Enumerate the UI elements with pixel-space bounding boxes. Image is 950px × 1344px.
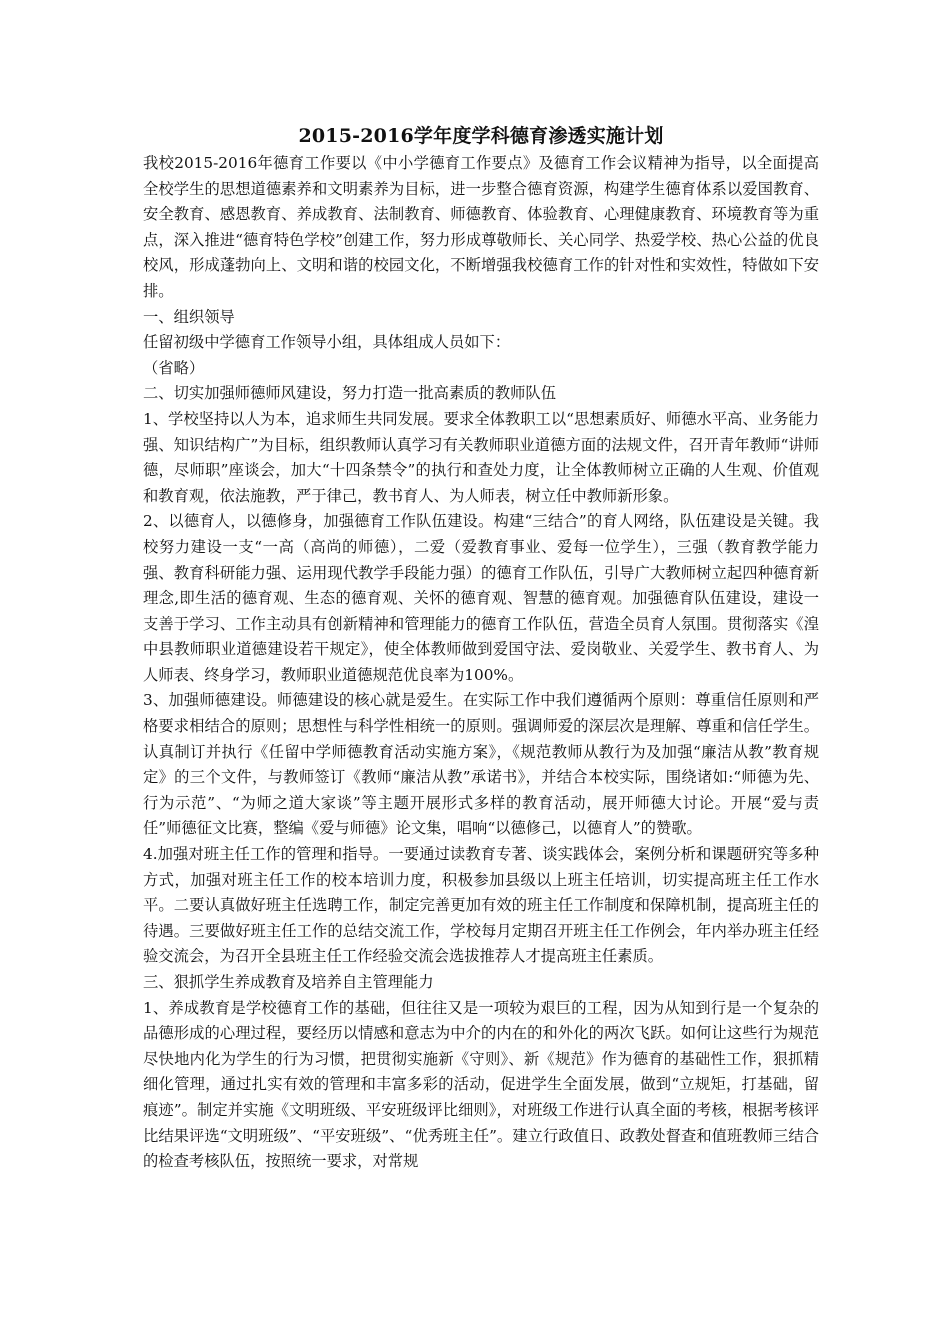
section-1-line-2: （省略） [143, 358, 205, 377]
section-2-paragraph-4: 4.加强对班主任工作的管理和指导。一要通过读教育专著、谈实践体会，案例分析和课题研究等多种方式，加强对班主任工作的校本培训力度，积极参加县级以上班主任培训，切实提高班主任工作水平。二要认真做好班主任选聘工作，制定完善更加有效的班主任工作制度和保障机制，提高班主任的待遇。三要做好班主任工作的总结交流工作，学校每月定期召开班主任工作例会，年内举办班主任经验交流会，为召开全县班主任工作经验交流会选拔推荐人才提高班主任素质。 [143, 845, 819, 966]
section-3-paragraph-1: 1、养成教育是学校德育工作的基础，但往往又是一项较为艰巨的工程，因为从知到行是一个复杂的品德形成的心理过程，要经历以情感和意志为中介的内在的和外化的两次飞跃。如何让这些行为规范尽快地内化为学生的行为习惯，把贯彻实施新《守则》、新《规范》作为德育的基础性工作，狠抓精细化管理，通过扎实有效的管理和丰富多彩的活动，促进学生全面发展，做到“立规矩，打基础，留痕迹”。制定并实施《文明班级、平安班级评比细则》，对班级工作进行认真全面的考核，根据考核评比结果评选“文明班级”、“平安班级”、“优秀班主任”。建立行政值日、政教处督查和值班教师三结合的检查考核队伍，按照统一要求，对常规 [143, 998, 819, 1171]
section-1-heading: 一、组织领导 [143, 307, 235, 326]
intro-paragraph: 我校2015-2016年德育工作要以《中小学德育工作要点》及德育工作会议精神为指导，以全面提高全校学生的思想道德素养和文明素养为目标，进一步整合德育资源，构建学生德育体系以爱国教育、安全教育、感恩教育、养成教育、法制教育、师德教育、体验教育、心理健康教育、环境教育等为重点，深入推进“德育特色学校”创建工作，努力形成尊敬师长、关心同学、热爱学校、热心公益的优良校风，形成蓬勃向上、文明和谐的校园文化，不断增强我校德育工作的针对性和实效性，特做如下安排。 [143, 154, 819, 300]
document-body [143, 122, 819, 1175]
section-2-paragraph-3: 3、加强师德建设。师德建设的核心就是爱生。在实际工作中我们遵循两个原则：尊重信任原则和严格要求相结合的原则；思想性与科学性相统一的原则。强调师爱的深层次是理解、尊重和信任学生。认真制订并执行《任留中学师德教育活动实施方案》，《规范教师从教行为及加强“廉洁从教”教育规定》的三个文件，与教师签订《教师“廉洁从教”承诺书》，并结合本校实际，围绕诸如:“师德为先、行为示范”、“为师之道大家谈”等主题开展形式多样的教育活动，展开师德大讨论。开展“爱与责任”师德征文比赛，整编《爱与师德》论文集，唱响“以德修己，以德育人”的赞歌。 [143, 691, 819, 838]
section-2-heading: 二、切实加强师德师风建设，努力打造一批高素质的教师队伍 [143, 384, 557, 403]
section-3-heading: 三、狠抓学生养成教育及培养自主管理能力 [143, 973, 434, 991]
section-2-paragraph-2: 2、以德育人，以德修身，加强德育工作队伍建设。构建“三结合”的育人网络，队伍建设是关键。我校努力建设一支“一高（高尚的师德），二爱（爱教育事业、爱每一位学生），三强（教育教学能力强、教育科研能力强、运用现代教学手段能力强）的德育工作队伍，引导广大教师树立起四种德育新理念,即生活的德育观、生态的德育观、关怀的德育观、智慧的德育观。加强德育队伍建设，建设一支善于学习、工作主动具有创新精神和管理能力的德育工作队伍，营造全员育人氛围。贯彻落实《湟中县教师职业道德建设若干规定》，使全体教师做到爱国守法、爱岗敬业、关爱学生、教书育人、为人师表、终身学习，教师职业道德规范优良率为100%。 [143, 512, 819, 684]
section-1-line-1: 任留初级中学德育工作领导小组，具体组成人员如下： [143, 333, 511, 352]
document-title: 2015-2016学年度学科德育渗透实施计划 [298, 125, 664, 147]
section-2-paragraph-1: 1、学校坚持以人为本，追求师生共同发展。要求全体教职工以“思想素质好、师德水平高、业务能力强、知识结构广”为目标，组织教师认真学习有关教师职业道德方面的法规文件，召开青年教师“讲师德，尽师职”座谈会，加大“十四条禁令”的执行和查处力度，让全体教师树立正确的人生观、价值观和教育观，依法施教，严于律己，教书育人、为人师表，树立任中教师新形象。 [143, 409, 819, 505]
